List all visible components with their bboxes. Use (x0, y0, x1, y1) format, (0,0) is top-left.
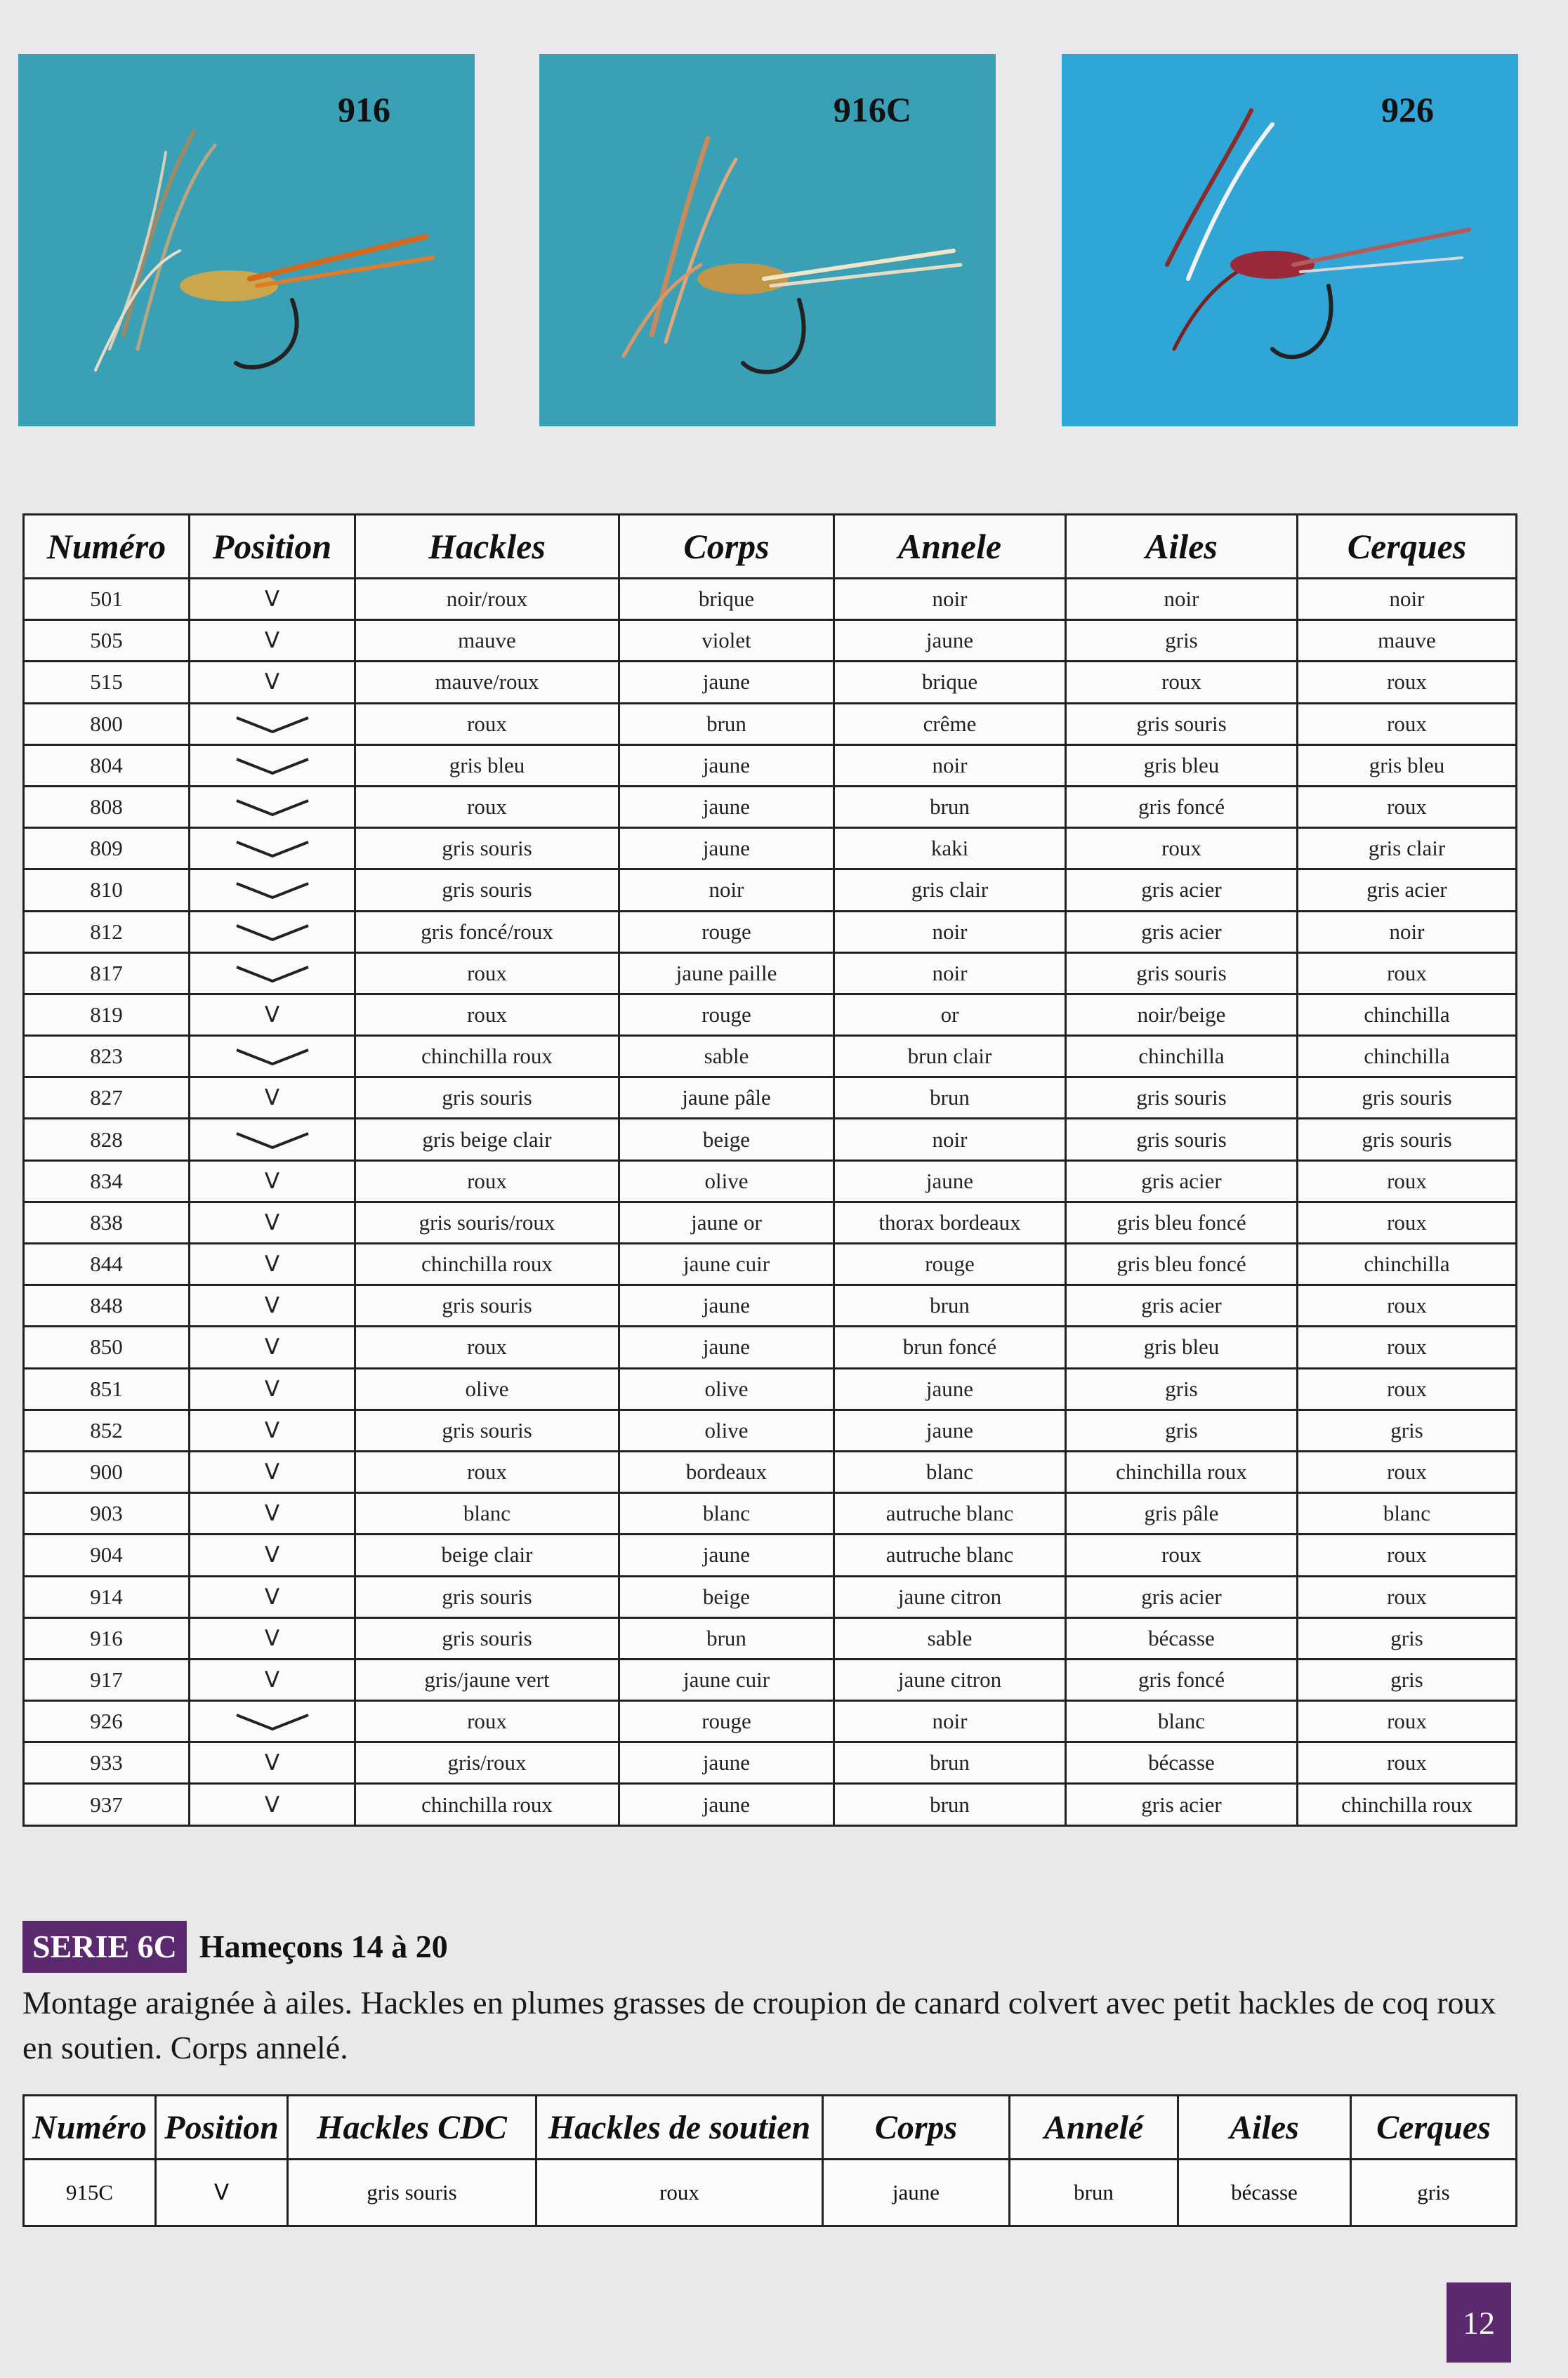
cell-cerques: chinchilla (1298, 1036, 1517, 1077)
table-row (24, 579, 1517, 620)
cell-cerques: chinchilla (1298, 994, 1517, 1035)
header-cerques: Cerques (1298, 515, 1517, 579)
cell-corps: beige (619, 1576, 834, 1617)
header-hackles-soutien: Hackles de soutien (536, 2096, 823, 2160)
cell-corps: jaune pâle (619, 1077, 834, 1119)
table-row (24, 1036, 1517, 1077)
spent-wing-icon (234, 714, 311, 735)
cell-annele: brun (834, 1077, 1066, 1119)
cell-position: V (190, 1410, 355, 1451)
cell-ailes: gris bleu (1066, 1327, 1298, 1368)
cell-position: V (190, 662, 355, 703)
cell-position: V (190, 1576, 355, 1617)
cell-cerques: roux (1298, 703, 1517, 744)
cell-hackles: roux (355, 1160, 619, 1202)
cell-hackles: roux (355, 1327, 619, 1368)
table-row (24, 662, 1517, 703)
cell-numero: 850 (24, 1327, 190, 1368)
cell-cerques: blanc (1298, 1493, 1517, 1535)
cell-position (190, 1701, 355, 1742)
cell-position (190, 952, 355, 994)
cell-numero: 800 (24, 703, 190, 744)
table-row (24, 1701, 1517, 1742)
cell-ailes: gris bleu foncé (1066, 1244, 1298, 1285)
cell-hackles: chinchilla roux (355, 1784, 619, 1825)
table-row (24, 828, 1517, 869)
table-row (24, 1742, 1517, 1784)
table-row (24, 1368, 1517, 1410)
cell-numero: 915C (24, 2160, 156, 2226)
cell-annele: jaune (834, 1160, 1066, 1202)
cell-ailes: bécasse (1066, 1742, 1298, 1784)
cell-position (190, 869, 355, 911)
cell-numero: 823 (24, 1036, 190, 1077)
cell-position: V (190, 1077, 355, 1119)
cell-hackles: gris souris (355, 1576, 619, 1617)
table-row (24, 1285, 1517, 1327)
cell-annele: jaune citron (834, 1576, 1066, 1617)
cell-ailes: gris acier (1066, 911, 1298, 952)
fly-image (1062, 54, 1518, 426)
cell-corps: noir (619, 869, 834, 911)
table-body (24, 579, 1517, 1826)
cell-position: V (190, 1742, 355, 1784)
cell-annele: brun (1010, 2160, 1178, 2226)
cell-numero: 838 (24, 1202, 190, 1243)
cell-numero: 810 (24, 869, 190, 911)
cell-ailes: gris (1066, 1410, 1298, 1451)
cell-ailes: gris souris (1066, 703, 1298, 744)
table-row (24, 1410, 1517, 1451)
fly-image (18, 54, 475, 426)
cell-hackles: gris/roux (355, 1742, 619, 1784)
cell-corps: jaune (619, 1784, 834, 1825)
cell-cerques: roux (1298, 1160, 1517, 1202)
cell-annele: noir (834, 579, 1066, 620)
cell-ailes: blanc (1066, 1701, 1298, 1742)
cell-cerques: noir (1298, 579, 1517, 620)
table-header-row (24, 2096, 1517, 2160)
cell-position (190, 828, 355, 869)
cell-annele: autruche blanc (834, 1535, 1066, 1576)
cell-position: V (190, 1160, 355, 1202)
cell-numero: 852 (24, 1410, 190, 1451)
cell-annele: brun (834, 1784, 1066, 1825)
cell-ailes: gris souris (1066, 1077, 1298, 1119)
header-ailes: Ailes (1066, 515, 1298, 579)
cell-numero: 903 (24, 1493, 190, 1535)
cell-ailes: noir/beige (1066, 994, 1298, 1035)
header-annele: Annelé (1010, 2096, 1178, 2160)
spent-wing-icon (234, 921, 311, 942)
cell-corps: bordeaux (619, 1451, 834, 1492)
cell-corps: jaune (619, 1742, 834, 1784)
cell-cerques: gris (1298, 1410, 1517, 1451)
cell-ailes: gris (1066, 620, 1298, 662)
fly-photo-916 (18, 54, 475, 426)
cell-hackles: roux (355, 703, 619, 744)
cell-hackles: beige clair (355, 1535, 619, 1576)
cell-ailes: gris bleu (1066, 744, 1298, 786)
cell-annele: noir (834, 952, 1066, 994)
photo-number: 916 (338, 90, 390, 129)
cell-position (190, 786, 355, 827)
cell-annele: brun (834, 786, 1066, 827)
header-position: Position (156, 2096, 288, 2160)
cell-hackles: mauve (355, 620, 619, 662)
cell-ailes: gris acier (1066, 1285, 1298, 1327)
cell-corps: rouge (619, 1701, 834, 1742)
cell-hackles: gris souris (355, 1077, 619, 1119)
cell-ailes: gris foncé (1066, 786, 1298, 827)
photo-number: 926 (1381, 90, 1434, 129)
cell-position: V (156, 2160, 288, 2226)
cell-position: V (190, 1285, 355, 1327)
cell-position (190, 911, 355, 952)
cell-position: V (190, 994, 355, 1035)
cell-corps: jaune cuir (619, 1244, 834, 1285)
cell-annele: jaune citron (834, 1659, 1066, 1700)
cell-cerques: roux (1298, 1535, 1517, 1576)
cell-ailes: roux (1066, 1535, 1298, 1576)
cell-numero: 914 (24, 1576, 190, 1617)
cell-annele: autruche blanc (834, 1493, 1066, 1535)
cell-cerques: roux (1298, 1327, 1517, 1368)
fly-photo-926 (1062, 54, 1518, 426)
cell-annele: noir (834, 1119, 1066, 1160)
cell-ailes: gris acier (1066, 1576, 1298, 1617)
cell-corps: olive (619, 1368, 834, 1410)
cell-numero: 505 (24, 620, 190, 662)
cell-corps: violet (619, 620, 834, 662)
table-row (24, 952, 1517, 994)
table-row (24, 911, 1517, 952)
table-header-row (24, 515, 1517, 579)
table-row (24, 994, 1517, 1035)
spent-wing-icon (234, 796, 311, 817)
cell-numero: 812 (24, 911, 190, 952)
cell-position: V (190, 1659, 355, 1700)
cell-corps: jaune (619, 1327, 834, 1368)
cell-ailes: chinchilla (1066, 1036, 1298, 1077)
cell-numero: 904 (24, 1535, 190, 1576)
cell-corps: jaune (823, 2160, 1010, 2226)
cell-annele: brun clair (834, 1036, 1066, 1077)
cell-hackles: roux (355, 994, 619, 1035)
cell-corps: jaune (619, 828, 834, 869)
cell-ailes: gris acier (1066, 1784, 1298, 1825)
cell-annele: brun (834, 1285, 1066, 1327)
cell-annele: blanc (834, 1451, 1066, 1492)
cell-numero: 900 (24, 1451, 190, 1492)
table-row (24, 1617, 1517, 1659)
header-corps: Corps (619, 515, 834, 579)
cell-hackles: blanc (355, 1493, 619, 1535)
cell-hackles: gris souris (355, 869, 619, 911)
cell-numero: 848 (24, 1285, 190, 1327)
spent-wing-icon (234, 1046, 311, 1067)
table-row (24, 744, 1517, 786)
cell-cerques: roux (1298, 1576, 1517, 1617)
cell-numero: 937 (24, 1784, 190, 1825)
table-row (24, 1160, 1517, 1202)
cell-annele: jaune (834, 1410, 1066, 1451)
cell-cerques: gris (1351, 2160, 1517, 2226)
table-row (24, 703, 1517, 744)
cell-corps: sable (619, 1036, 834, 1077)
cell-cerques: chinchilla (1298, 1244, 1517, 1285)
table-row (24, 1493, 1517, 1535)
cell-hackles: chinchilla roux (355, 1244, 619, 1285)
cell-cerques: roux (1298, 1202, 1517, 1243)
table-row (24, 1659, 1517, 1700)
cell-ailes: gris bleu foncé (1066, 1202, 1298, 1243)
serie-description: Montage araignée à ailes. Hackles en plumes grasses de croupion de canard colvert avec petit hackles de coq roux en soutien. Corps annelé. (22, 1985, 1496, 2065)
cell-hackles: gris foncé/roux (355, 911, 619, 952)
cell-ailes: roux (1066, 828, 1298, 869)
cell-position (190, 703, 355, 744)
cell-position: V (190, 1535, 355, 1576)
header-hackles: Hackles (355, 515, 619, 579)
spent-wing-icon (234, 879, 311, 900)
cell-corps: olive (619, 1160, 834, 1202)
cell-numero: 844 (24, 1244, 190, 1285)
cell-numero: 926 (24, 1701, 190, 1742)
cell-cerques: roux (1298, 786, 1517, 827)
cell-numero: 804 (24, 744, 190, 786)
cell-numero: 917 (24, 1659, 190, 1700)
cell-hackles: roux (355, 1701, 619, 1742)
cell-ailes: roux (1066, 662, 1298, 703)
cell-numero: 808 (24, 786, 190, 827)
cell-annele: crême (834, 703, 1066, 744)
cell-cerques: gris (1298, 1617, 1517, 1659)
table-row (24, 786, 1517, 827)
cell-position: V (190, 1327, 355, 1368)
spent-wing-icon (234, 1711, 311, 1732)
fly-photo-916c (539, 54, 996, 426)
cell-annele: brun (834, 1742, 1066, 1784)
fly-pattern-table (22, 513, 1517, 1827)
cell-annele: noir (834, 1701, 1066, 1742)
cell-corps: jaune (619, 744, 834, 786)
table-row (24, 1202, 1517, 1243)
cell-cerques: roux (1298, 1285, 1517, 1327)
cell-cerques: roux (1298, 1742, 1517, 1784)
cell-annele: noir (834, 744, 1066, 786)
cell-annele: sable (834, 1617, 1066, 1659)
cell-ailes: bécasse (1066, 1617, 1298, 1659)
cell-annele: or (834, 994, 1066, 1035)
cell-hackles: gris souris (355, 828, 619, 869)
cell-corps: jaune cuir (619, 1659, 834, 1700)
table-row (24, 1077, 1517, 1119)
cell-position (190, 1119, 355, 1160)
cell-numero: 501 (24, 579, 190, 620)
cell-position: V (190, 620, 355, 662)
cell-ailes: gris (1066, 1368, 1298, 1410)
serie-badge: SERIE 6C (22, 1921, 187, 1973)
cell-ailes: gris foncé (1066, 1659, 1298, 1700)
cell-numero: 851 (24, 1368, 190, 1410)
photo-number: 916C (833, 90, 911, 129)
page-number: 12 (1447, 2282, 1511, 2363)
cell-corps: rouge (619, 911, 834, 952)
table-row (24, 869, 1517, 911)
cell-annele: noir (834, 911, 1066, 952)
spent-wing-icon (234, 1129, 311, 1150)
cell-cerques: chinchilla roux (1298, 1784, 1517, 1825)
cell-hackles: gris souris (355, 1410, 619, 1451)
cell-hackles: roux (355, 952, 619, 994)
cell-annele: gris clair (834, 869, 1066, 911)
cell-hackles-cdc: gris souris (288, 2160, 536, 2226)
header-hackles-cdc: Hackles CDC (288, 2096, 536, 2160)
cell-numero: 834 (24, 1160, 190, 1202)
cell-hackles: mauve/roux (355, 662, 619, 703)
cell-hackles: gris souris/roux (355, 1202, 619, 1243)
table-row (24, 1451, 1517, 1492)
cell-ailes: gris acier (1066, 869, 1298, 911)
cell-ailes: gris souris (1066, 952, 1298, 994)
cell-cerques: roux (1298, 1451, 1517, 1492)
cell-corps: jaune or (619, 1202, 834, 1243)
cell-corps: blanc (619, 1493, 834, 1535)
cell-soutien: roux (536, 2160, 823, 2226)
header-annele: Annele (834, 515, 1066, 579)
cell-corps: jaune (619, 786, 834, 827)
spent-wing-icon (234, 963, 311, 984)
header-corps: Corps (823, 2096, 1010, 2160)
cell-cerques: gris acier (1298, 869, 1517, 911)
spent-wing-icon (234, 838, 311, 859)
cell-corps: jaune (619, 1535, 834, 1576)
cell-ailes: gris pâle (1066, 1493, 1298, 1535)
cell-corps: jaune (619, 1285, 834, 1327)
cell-corps: brun (619, 1617, 834, 1659)
cell-position: V (190, 1617, 355, 1659)
table-row (24, 1535, 1517, 1576)
cell-hackles: noir/roux (355, 579, 619, 620)
serie-title: Hameçons 14 à 20 (199, 1929, 448, 1964)
cell-hackles: gris beige clair (355, 1119, 619, 1160)
cell-ailes: gris souris (1066, 1119, 1298, 1160)
cell-corps: rouge (619, 994, 834, 1035)
cell-corps: brun (619, 703, 834, 744)
spent-wing-icon (234, 755, 311, 776)
table-row (24, 1784, 1517, 1825)
header-numero: Numéro (24, 515, 190, 579)
header-cerques: Cerques (1351, 2096, 1517, 2160)
serie-6c-table (22, 2094, 1517, 2227)
cell-cerques: gris bleu (1298, 744, 1517, 786)
cell-numero: 809 (24, 828, 190, 869)
table-row (24, 1244, 1517, 1285)
cell-position (190, 1036, 355, 1077)
cell-annele: jaune (834, 620, 1066, 662)
cell-cerques: roux (1298, 1368, 1517, 1410)
cell-annele: brique (834, 662, 1066, 703)
cell-corps: jaune paille (619, 952, 834, 994)
table-row (24, 1327, 1517, 1368)
cell-cerques: gris souris (1298, 1077, 1517, 1119)
cell-cerques: gris souris (1298, 1119, 1517, 1160)
cell-ailes: gris acier (1066, 1160, 1298, 1202)
cell-position: V (190, 1451, 355, 1492)
cell-position: V (190, 579, 355, 620)
cell-numero: 827 (24, 1077, 190, 1119)
table-row (24, 2160, 1517, 2226)
cell-ailes: bécasse (1178, 2160, 1351, 2226)
cell-ailes: chinchilla roux (1066, 1451, 1298, 1492)
cell-cerques: roux (1298, 1701, 1517, 1742)
cell-numero: 819 (24, 994, 190, 1035)
cell-position: V (190, 1202, 355, 1243)
cell-annele: rouge (834, 1244, 1066, 1285)
cell-corps: olive (619, 1410, 834, 1451)
table-row (24, 1119, 1517, 1160)
cell-cerques: noir (1298, 911, 1517, 952)
fly-image (539, 54, 996, 426)
cell-hackles: gris souris (355, 1617, 619, 1659)
cell-position: V (190, 1244, 355, 1285)
cell-cerques: roux (1298, 952, 1517, 994)
cell-ailes: noir (1066, 579, 1298, 620)
cell-annele: jaune (834, 1368, 1066, 1410)
cell-corps: brique (619, 579, 834, 620)
cell-numero: 933 (24, 1742, 190, 1784)
cell-corps: beige (619, 1119, 834, 1160)
cell-numero: 817 (24, 952, 190, 994)
cell-hackles: gris/jaune vert (355, 1659, 619, 1700)
cell-numero: 916 (24, 1617, 190, 1659)
cell-numero: 515 (24, 662, 190, 703)
serie-header (22, 1921, 448, 1973)
table-row (24, 620, 1517, 662)
cell-position: V (190, 1784, 355, 1825)
cell-position (190, 744, 355, 786)
header-ailes: Ailes (1178, 2096, 1351, 2160)
photo-background (1062, 54, 1518, 426)
cell-annele: brun foncé (834, 1327, 1066, 1368)
header-numero: Numéro (24, 2096, 156, 2160)
cell-numero: 828 (24, 1119, 190, 1160)
cell-annele: thorax bordeaux (834, 1202, 1066, 1243)
header-position: Position (190, 515, 355, 579)
cell-hackles: roux (355, 786, 619, 827)
table-row (24, 1576, 1517, 1617)
cell-corps: jaune (619, 662, 834, 703)
cell-annele: kaki (834, 828, 1066, 869)
cell-cerques: roux (1298, 662, 1517, 703)
cell-hackles: gris souris (355, 1285, 619, 1327)
cell-hackles: chinchilla roux (355, 1036, 619, 1077)
cell-position: V (190, 1493, 355, 1535)
cell-position: V (190, 1368, 355, 1410)
cell-cerques: mauve (1298, 620, 1517, 662)
cell-hackles: roux (355, 1451, 619, 1492)
cell-hackles: gris bleu (355, 744, 619, 786)
cell-cerques: gris (1298, 1659, 1517, 1700)
cell-cerques: gris clair (1298, 828, 1517, 869)
cell-hackles: olive (355, 1368, 619, 1410)
